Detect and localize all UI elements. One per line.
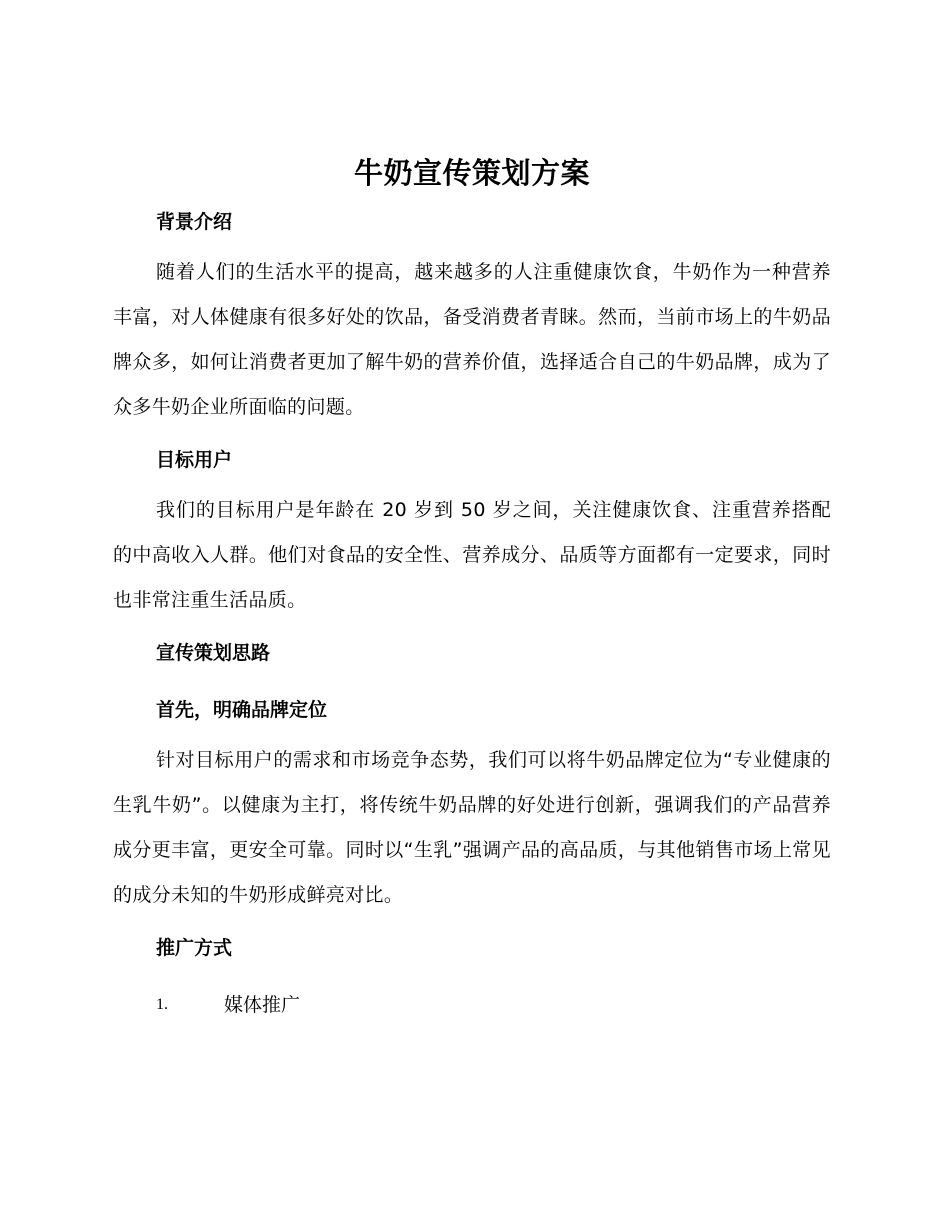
document-title: 牛奶宣传策划方案 [353, 156, 590, 190]
list-item [113, 991, 831, 1019]
section-heading-brand-positioning: 首先，明确品牌定位 [156, 699, 328, 721]
section-paragraph-target-users: 我们的目标用户是年龄在 20 岁到 50 岁之间，关注健康饮食、注重营养搭配的中高收入人群。他们对食品的安全性、营养成分、品质等方面都有一定要求，同时也非常注重生活品质。 [113, 499, 831, 611]
section-heading-target-users: 目标用户 [156, 449, 233, 471]
section-heading-promotion: 推广方式 [156, 937, 233, 959]
document-body [113, 150, 831, 1019]
section-heading-background: 背景介绍 [156, 211, 233, 233]
section-paragraph-brand-positioning: 针对目标用户的需求和市场竞争态势，我们可以将牛奶品牌定位为“专业健康的生乳牛奶”。以健康为主打，将传统牛奶品牌的好处进行创新，强调我们的产品营养成分更丰富，更安全可靠。同时以“生乳”强调产品的高品质，与其他销售市场上常见的成分未知的牛奶形成鲜亮对比。 [113, 749, 831, 906]
list-item-number: 1. [156, 996, 168, 1013]
section-heading-strategy: 宣传策划思路 [156, 642, 271, 664]
list-item-label: 媒体推广 [224, 994, 301, 1016]
section-paragraph-background: 随着人们的生活水平的提高，越来越多的人注重健康饮食，牛奶作为一种营养丰富，对人体健康有很多好处的饮品，备受消费者青睐。然而，当前市场上的牛奶品牌众多，如何让消费者更加了解牛奶的营养价值，选择适合自己的牛奶品牌，成为了众多牛奶企业所面临的问题。 [113, 261, 831, 418]
